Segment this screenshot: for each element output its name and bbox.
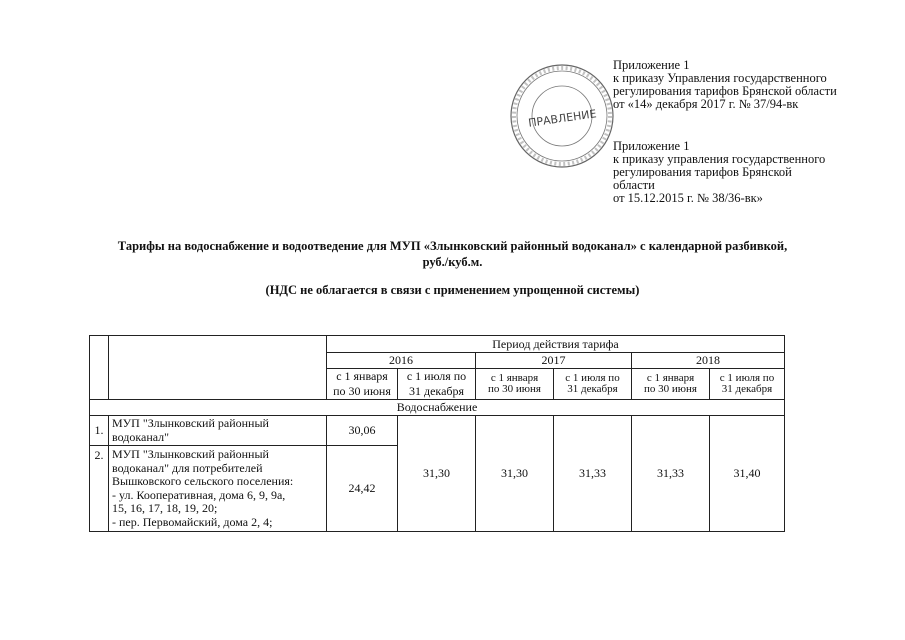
tariff-value-shared: 31,33 [632, 416, 710, 532]
row-number: 1. [90, 416, 109, 446]
appendix-line: области [613, 178, 655, 192]
row-org: МУП "Злынковский районный водоканал" для потребителей Вышковского сельского поселения: - ул. Кооперативная, дома 6, 9, 9а, 15, 16, 17, 18, 19, 20; - пер. Первомайский, дома 2, 4; [109, 446, 327, 532]
half-second-2017: с 1 июля по 31 декабря [554, 369, 632, 400]
tariff-value: 24,42 [327, 446, 398, 532]
tariff-value-shared: 31,30 [398, 416, 476, 532]
year-2018-header: 2018 [632, 353, 785, 369]
document-title [90, 238, 815, 270]
appendix-line: регулирования тарифов Брянской [613, 165, 792, 179]
tariff-table [89, 335, 785, 532]
document-note: (НДС не облагается в связи с применением упрощенной системы) [265, 283, 640, 297]
appendix-line: к приказу Управления государственного [613, 71, 827, 85]
appendix-previous [613, 140, 825, 205]
section-header: Водоснабжение [90, 400, 785, 416]
appendix-current [613, 59, 837, 111]
tariff-value: 30,06 [327, 416, 398, 446]
year-2016-header: 2016 [327, 353, 476, 369]
title-line: руб./куб.м. [422, 255, 483, 269]
tariff-value-shared: 31,40 [710, 416, 785, 532]
half-first-2016: с 1 января по 30 июня [327, 369, 398, 400]
half-second-2016: с 1 июля по 31 декабря [398, 369, 476, 400]
tariff-value-shared: 31,30 [476, 416, 554, 532]
half-first-2017: с 1 января по 30 июня [476, 369, 554, 400]
appendix-line: от 15.12.2015 г. № 38/36-вк» [613, 191, 763, 205]
appendix-line: Приложение 1 [613, 58, 690, 72]
period-header: Период действия тарифа [327, 336, 785, 353]
row-org: МУП "Злынковский районный водоканал" [109, 416, 327, 446]
tariff-value-shared: 31,33 [554, 416, 632, 532]
half-second-2018: с 1 июля по 31 декабря [710, 369, 785, 400]
seal-text: ПРАВЛЕНИЕ [527, 107, 598, 130]
official-seal-stamp [508, 62, 616, 170]
header-empty-org [109, 336, 327, 400]
header-empty-num [90, 336, 109, 400]
appendix-line: от «14» декабря 2017 г. № 37/94-вк [613, 97, 799, 111]
half-first-2018: с 1 января по 30 июня [632, 369, 710, 400]
appendix-line: Приложение 1 [613, 139, 690, 153]
year-2017-header: 2017 [476, 353, 632, 369]
appendix-line: регулирования тарифов Брянской области [613, 84, 837, 98]
title-line: Тарифы на водоснабжение и водоотведение для МУП «Злынковский районный водоканал» с календарной разбивкой, [117, 239, 788, 253]
row-number: 2. [90, 446, 109, 532]
appendix-line: к приказу управления государственного [613, 152, 826, 166]
